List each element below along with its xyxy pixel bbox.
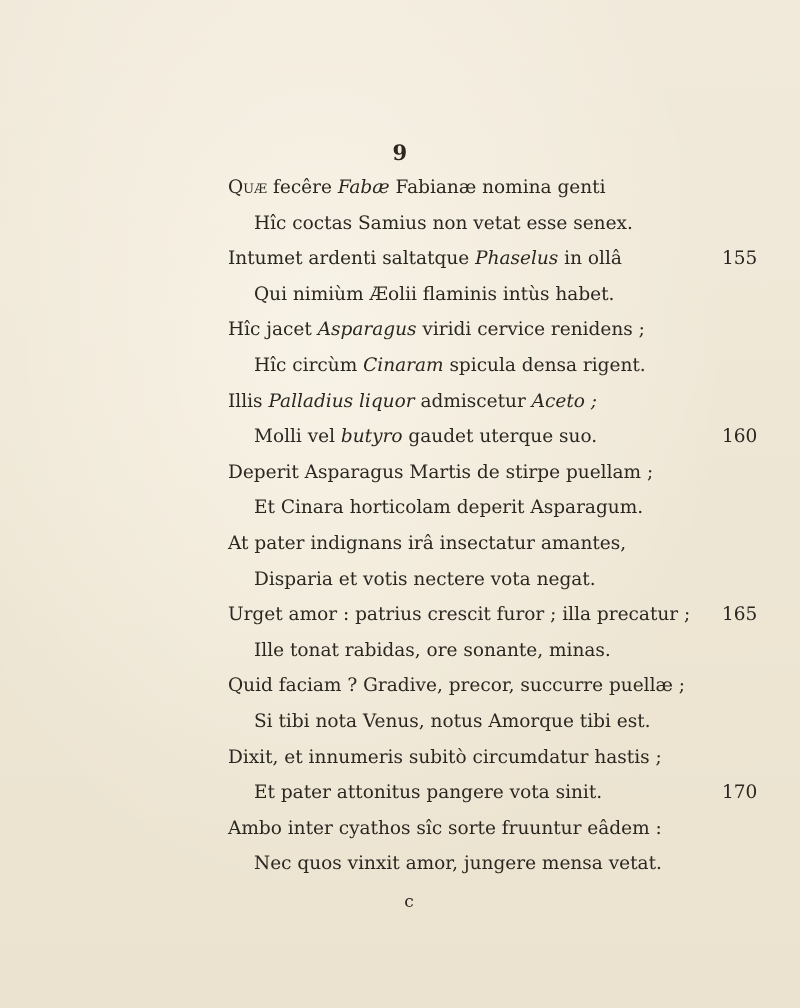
- verse-line: [254, 496, 643, 520]
- verse-text: At pater indignans irâ insectatur amantes,: [228, 533, 627, 554]
- printer-signature: c: [404, 892, 414, 912]
- verse-text: spicula densa rigent.: [443, 355, 646, 376]
- verse-text: gaudet uterque suo.: [402, 426, 598, 447]
- verse-line: [254, 639, 611, 663]
- verse-line: [254, 852, 662, 876]
- italic-term: Aceto ;: [531, 391, 598, 412]
- verse-line: [254, 781, 602, 805]
- verse-text: Qui nimiùm Æolii flaminis intùs habet.: [254, 284, 615, 305]
- verse-text: Nec quos vinxit amor, jungere mensa vetat.: [254, 853, 662, 874]
- verse-text: Fabianæ nomina genti: [389, 177, 606, 198]
- verse-text: admiscetur: [414, 391, 532, 412]
- verse-text: Et Cinara horticolam deperit Asparagum.: [254, 497, 644, 518]
- verse-line: [254, 568, 596, 592]
- verse-text: Molli vel: [254, 426, 341, 447]
- verse-text: Dixit, et innumeris subitò circumdatur hastis ;: [228, 747, 662, 768]
- verse-text: Hîc jacet: [228, 319, 318, 340]
- verse-line: [228, 674, 685, 698]
- verse-text: Illis: [228, 391, 269, 412]
- verse-text: Quæ: [228, 177, 268, 198]
- italic-term: Palladius liquor: [268, 391, 415, 412]
- verse-text: Intumet ardenti saltatque: [228, 248, 476, 269]
- verse-line: [228, 247, 622, 271]
- verse-line: [254, 283, 614, 307]
- verse-text: Disparia et votis nectere vota negat.: [254, 569, 596, 590]
- verse-line: [228, 532, 626, 556]
- verse-text: Deperit Asparagus Martis de stirpe puellam ;: [228, 462, 654, 483]
- verse-text: viridi cervice renidens ;: [416, 319, 645, 340]
- italic-term: Cinaram: [363, 355, 444, 376]
- verse-line: [228, 176, 606, 200]
- verse-line: [228, 461, 653, 485]
- verse-text: fecêre: [267, 177, 338, 198]
- verse-text: Hîc circùm: [254, 355, 364, 376]
- verse-line: [254, 710, 651, 734]
- italic-term: Asparagus: [317, 319, 417, 340]
- verse-line: [228, 817, 662, 841]
- page-number: 9: [392, 140, 408, 165]
- verse-line: [228, 746, 662, 770]
- verse-text: in ollâ: [558, 248, 622, 269]
- verse-line: [228, 318, 645, 342]
- line-number: 160: [722, 426, 758, 447]
- italic-term: Phaselus: [475, 248, 559, 269]
- line-number: 170: [722, 782, 758, 803]
- verse-text: Hîc coctas Samius non vetat esse senex.: [254, 213, 633, 234]
- verse-text: Ille tonat rabidas, ore sonante, minas.: [254, 640, 611, 661]
- verse-text: Et pater attonitus pangere vota sinit.: [254, 782, 603, 803]
- italic-term: Fabæ: [337, 177, 390, 198]
- verse-line: [254, 212, 633, 236]
- verse-line: [228, 603, 690, 627]
- italic-term: butyro: [340, 426, 403, 447]
- verse-text: Si tibi nota Venus, notus Amorque tibi est.: [254, 711, 651, 732]
- line-number: 165: [722, 604, 758, 625]
- verse-text: Urget amor : patrius crescit furor ; illa precatur ;: [228, 604, 691, 625]
- verse-line: [254, 425, 597, 449]
- line-number: 155: [722, 248, 758, 269]
- verse-line: [228, 390, 597, 414]
- verse-text: Quid faciam ? Gradive, precor, succurre puellæ ;: [228, 675, 686, 696]
- verse-text: Ambo inter cyathos sîc sorte fruuntur eâdem :: [228, 818, 662, 839]
- verse-line: [254, 354, 646, 378]
